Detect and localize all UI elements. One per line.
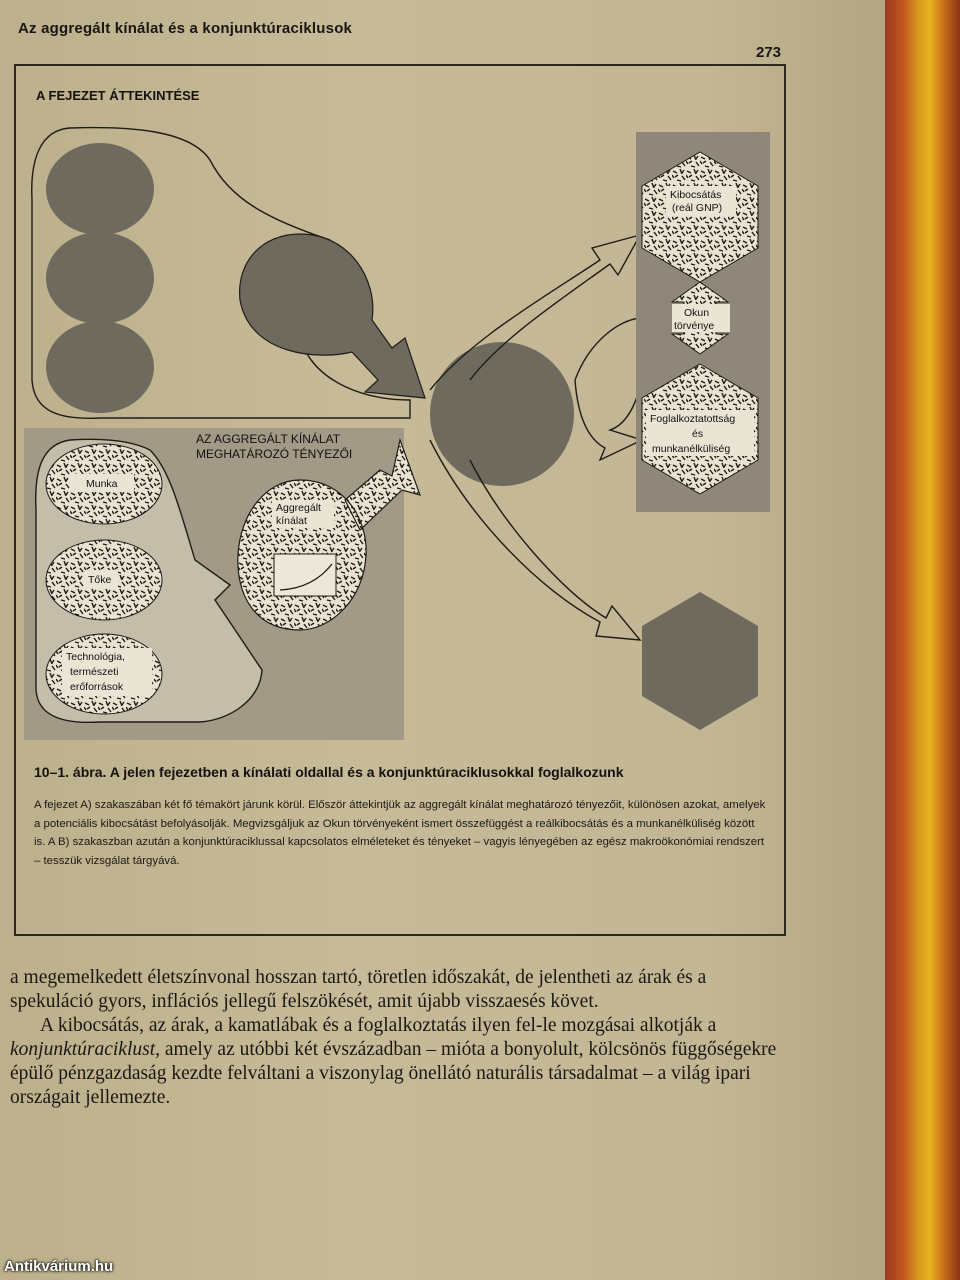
factor-label-natural: természeti [70,666,119,678]
dark-oval-2 [46,232,154,324]
watermark: Antikvárium.hu [4,1258,114,1275]
body-text [10,966,790,1110]
paragraph2-italic: konjunktúraciklust [10,1039,156,1060]
employment-label-line3: munkanélküliség [652,443,731,455]
dark-oval-3 [46,321,154,413]
employment-label-line2: és [692,428,704,440]
panel-title-line2: MEGHATÁROZÓ TÉNYEZŐI [196,447,353,461]
as-label-line2: kínálat [276,515,307,527]
dark-teardrop [240,234,425,398]
dark-oval-1 [46,143,154,235]
output-label-line1: Kibocsátás [670,189,722,201]
as-label-line1: Aggregált [276,502,321,514]
figure-caption-body: A fejezet A) szakaszában két fő témakört járunk körül. Először áttekintjük az aggregált kínálat meghatározó tényezőit, különösen azokat, amelyek a potenciális kibocsátást befolyásolják. Megvizsgáljuk az Okun törvényeként ismert összefüggést a reálkibocsátás és a munkanélküliség között is. A B) szakaszban azután a konjunktúraciklussal kapcsolatos elméleteket és tényeket – vagyis lényegében az egész makroökonómiai rendszert – tesszük vizsgálat tárgyává. [34,799,766,867]
okun-label-line2: törvénye [674,320,715,332]
panel-title-line1: AZ AGGREGÁLT KÍNÁLAT [196,432,341,446]
running-title: Az aggregált kínálat és a konjunktúraciklusok [18,20,353,37]
body-paragraph-1: a megemelkedett életszínvonal hosszan tartó, töretlen időszakát, de jelentheti az árak és a spekuláció gyors, inflációs jellegű felszökését, amit újabb visszaesés követ. [10,967,707,1012]
figure-caption-title: 10–1. ábra. A jelen fejezetben a kínálati oldallal és a konjunktúraciklusokkal foglalkozunk [34,764,624,780]
factor-label-capital: Tőke [88,574,112,586]
dark-hexagon [642,592,758,730]
overview-title: A FEJEZET ÁTTEKINTÉSE [36,88,200,103]
paragraph2-start: A kibocsátás, az árak, a kamatlábak és a foglalkoztatás ilyen fel-le mozgásai alkotják a [40,1015,717,1036]
factor-label-labor: Munka [86,478,118,490]
arrow-to-employment [575,318,644,460]
output-label-line2: (reál GNP) [672,202,723,214]
factor-label-technology: Technológia, [66,651,125,663]
okun-label-line1: Okun [684,307,710,319]
center-dark-circle [430,342,574,486]
body-paragraph-2 [10,1014,790,1110]
page-number: 273 [756,44,782,61]
factor-label-resources: erőforrások [70,681,124,693]
paragraph2-end: , amely az utóbbi két évszázadban – mióta a bonyolult, kölcsönös függőségekre épülő pénzgazdaság kezdte felváltani a viszonylag önellátó naturális társadalmat – a világ ipari országait jellemezte. [10,1039,777,1108]
employment-label-line1: Foglalkoztatottság [650,413,736,425]
